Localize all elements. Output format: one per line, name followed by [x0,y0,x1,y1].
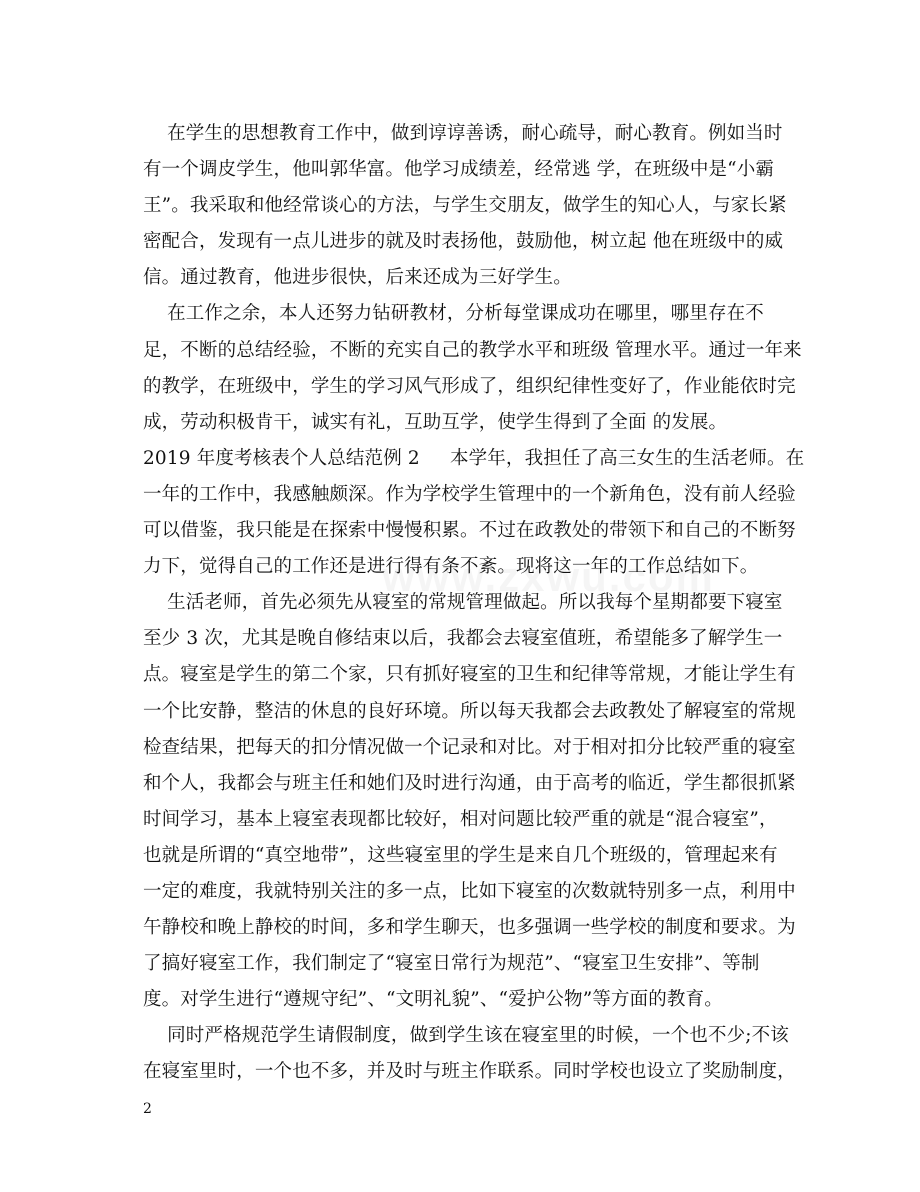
text-line: 至少 3 次，尤其是晚自修结束以后，我都会去寝室值班，希望能多了解学生一 [143,628,783,650]
text-line: 也就是所谓的“真空地带”，这些寝室里的学生是来自几个班级的，管理起来有 [143,844,778,866]
text-line: 同时严格规范学生请假制度，做到学生该在寝室里的时候，一个也不少;不该 [143,1025,789,1047]
text-line: 午静校和晚上静校的时间，多和学生聊天，也多强调一些学校的制度和要求。为 [143,917,796,939]
text-line: 点。寝室是学生的第二个家，只有抓好寝室的卫生和纪律等常规，才能让学生有 [143,664,796,686]
text-line: 一个比安静，整洁的休息的良好环境。所以每天我都会去政教处了解寝室的常规 [143,700,796,722]
text-line: 有一个调皮学生，他叫郭华富。他学习成绩差，经常逃 学，在班级中是“小霸 [143,159,775,181]
text-line: 检查结果，把每天的扣分情况做一个记录和对比。对于相对扣分比较严重的寝室 [143,736,796,758]
text-line: 力下，觉得自己的工作还是进行得有条不紊。现将这一年的工作总结如下。 [143,556,759,578]
text-line: 足，不断的总结经验，不断的充实自己的教学水平和班级 管理水平。通过一年来 [143,339,802,361]
text-line: 度。对学生进行“遵规守纪”、“文明礼貌”、“爱护公物”等方面的教育。 [143,989,723,1011]
text-line: 的教学，在班级中，学生的学习风气形成了，组织纪律性变好了，作业能依时完 [143,375,796,397]
section-heading-line: 2019 年度考核表个人总结范例 2 本学年，我担任了高三女生的生活老师。在 [143,447,805,469]
text-line: 王”。我采取和他经常谈心的方法，与学生交朋友，做学生的知心人，与家长紧 [143,195,787,217]
text-line: 在工作之余，本人还努力钻研教材，分析每堂课成功在哪里，哪里存在不 [143,303,764,325]
text-line: 和个人，我都会与班主任和她们及时进行沟通，由于高考的临近，学生都很抓紧 [143,772,796,794]
document-body [143,116,805,1091]
text-line: 密配合，发现有一点儿进步的就及时表扬他，鼓励他，树立起 他在班级中的威 [143,231,784,253]
text-line: 可以借鉴，我只能是在探索中慢慢积累。不过在政教处的带领下和自己的不断努 [143,520,796,542]
text-line: 信。通过教育，他进步很快，后来还成为三好学生。 [143,267,572,289]
text-line: 成，劳动积极肯干，诚实有礼，互助互学，使学生得到了全面 的发展。 [143,411,728,433]
page-number: 2 [143,1101,152,1117]
text-line: 时间学习，基本上寝室表现都比较好，相对问题比较严重的就是“混合寝室”， [143,808,778,830]
text-line: 在学生的思想教育工作中，做到谆谆善诱，耐心疏导，耐心教育。例如当时 [143,123,783,144]
text-line: 一年的工作中，我感触颇深。作为学校学生管理中的一个新角色，没有前人经验 [143,483,796,505]
text-line: 在寝室里时，一个也不多，并及时与班主作联系。同时学校也设立了奖励制度， [143,1061,796,1083]
text-line: 了搞好寝室工作，我们制定了“寝室日常行为规范”、“寝室卫生安排”、等制 [143,953,760,975]
text-line: 一定的难度，我就特别关注的多一点，比如下寝室的次数就特别多一点，利用中 [143,880,796,902]
text-line: 生活老师，首先必须先从寝室的常规管理做起。所以我每个星期都要下寝室 [143,592,783,614]
